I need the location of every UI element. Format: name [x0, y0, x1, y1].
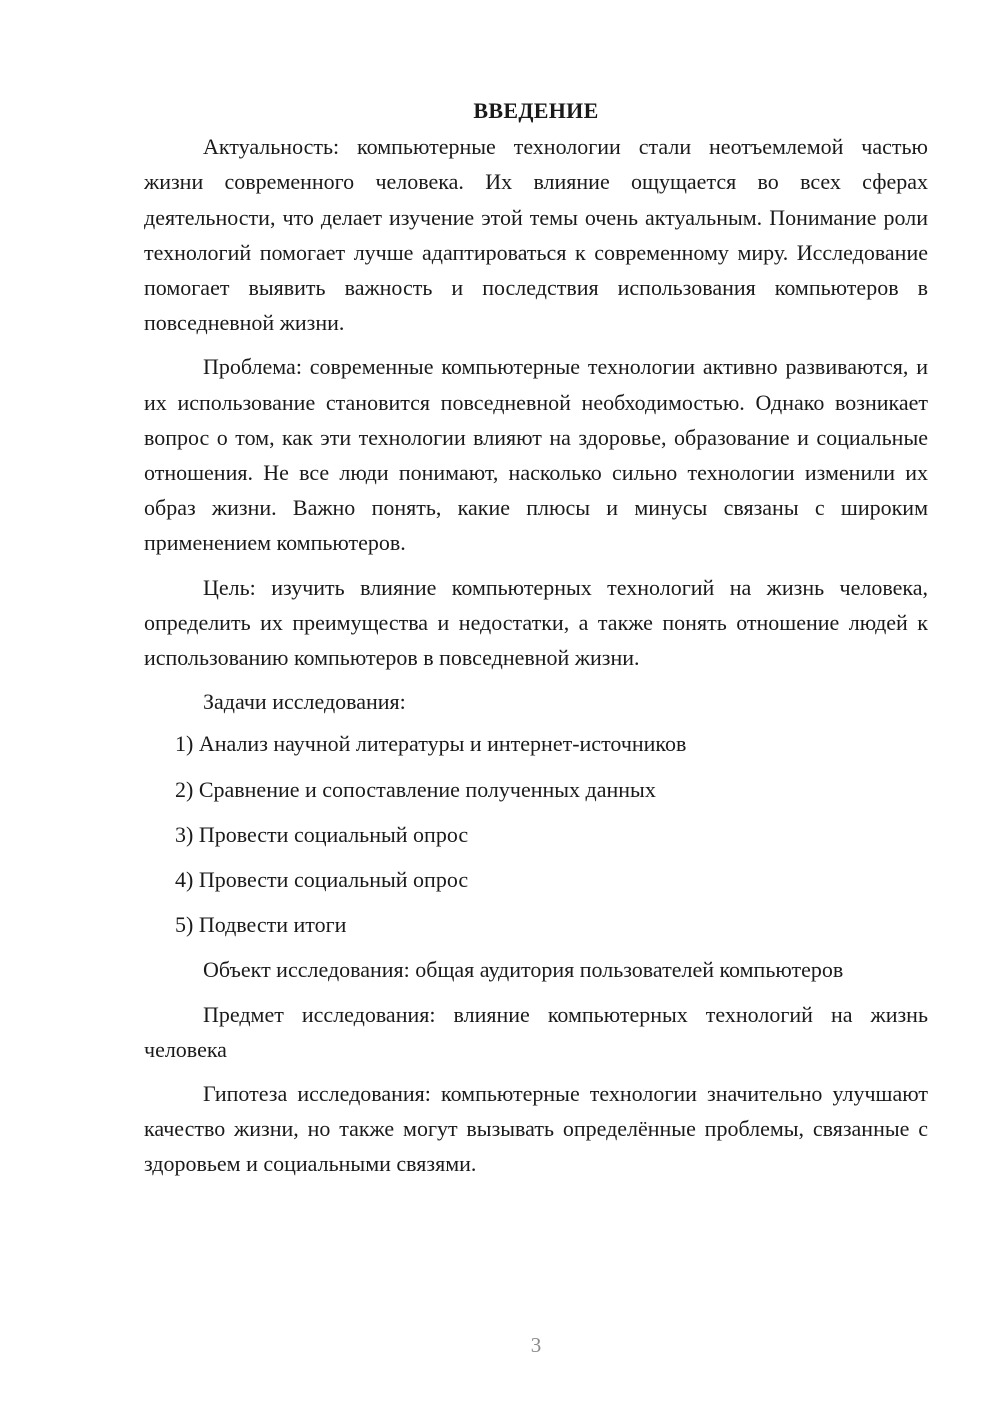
relevance-paragraph: Актуальность: компьютерные технологии стали неотъемлемой частью жизни современного человека. Их влияние ощущается во всех сферах деятельности, что делает изучение этой темы очень актуальным. Понимание роли технологий помогает лучше адаптироваться к современному миру. Исследование помогает выявить важность и последствия использования компьютеров в повседневной жизни. — [144, 134, 928, 336]
list-item: 3) Провести социальный опрос — [175, 821, 469, 847]
object-paragraph: Объект исследования: общая аудитория пользователей компьютеров — [203, 957, 844, 983]
list-item: 1) Анализ научной литературы и интернет-источников — [175, 731, 687, 757]
tasks-title: Задачи исследования: — [203, 689, 406, 715]
page-content — [144, 93, 928, 1191]
problem-paragraph: Проблема: современные компьютерные технологии активно развиваются, и их использование становится повседневной необходимостью. Однако возникает вопрос о том, как эти технологии влияют на здоровье, образование и социальные отношения. Не все люди понимают, насколько сильно технологии изменили их образ жизни. Важно понять, какие плюсы и минусы связаны с широким применением компьютеров. — [144, 354, 928, 556]
subject-paragraph: Предмет исследования: влияние компьютерных технологий на жизнь человека — [144, 1001, 928, 1062]
list-item: 4) Провести социальный опрос — [175, 867, 469, 893]
list-item: 2) Сравнение и сопоставление полученных данных — [175, 776, 656, 802]
page-number: 3 — [530, 1333, 542, 1357]
section-heading: ВВЕДЕНИЕ — [473, 98, 599, 123]
list-item: 5) Подвести итоги — [175, 912, 347, 938]
hypothesis-paragraph: Гипотеза исследования: компьютерные технологии значительно улучшают качество жизни, но также могут вызывать определённые проблемы, связанные с здоровьем и социальными связями. — [144, 1081, 928, 1177]
tasks-list — [144, 726, 928, 942]
goal-paragraph: Цель: изучить влияние компьютерных технологий на жизнь человека, определить их преимущества и недостатки, а также понять отношение людей к использованию компьютеров в повседневной жизни. — [144, 574, 928, 671]
